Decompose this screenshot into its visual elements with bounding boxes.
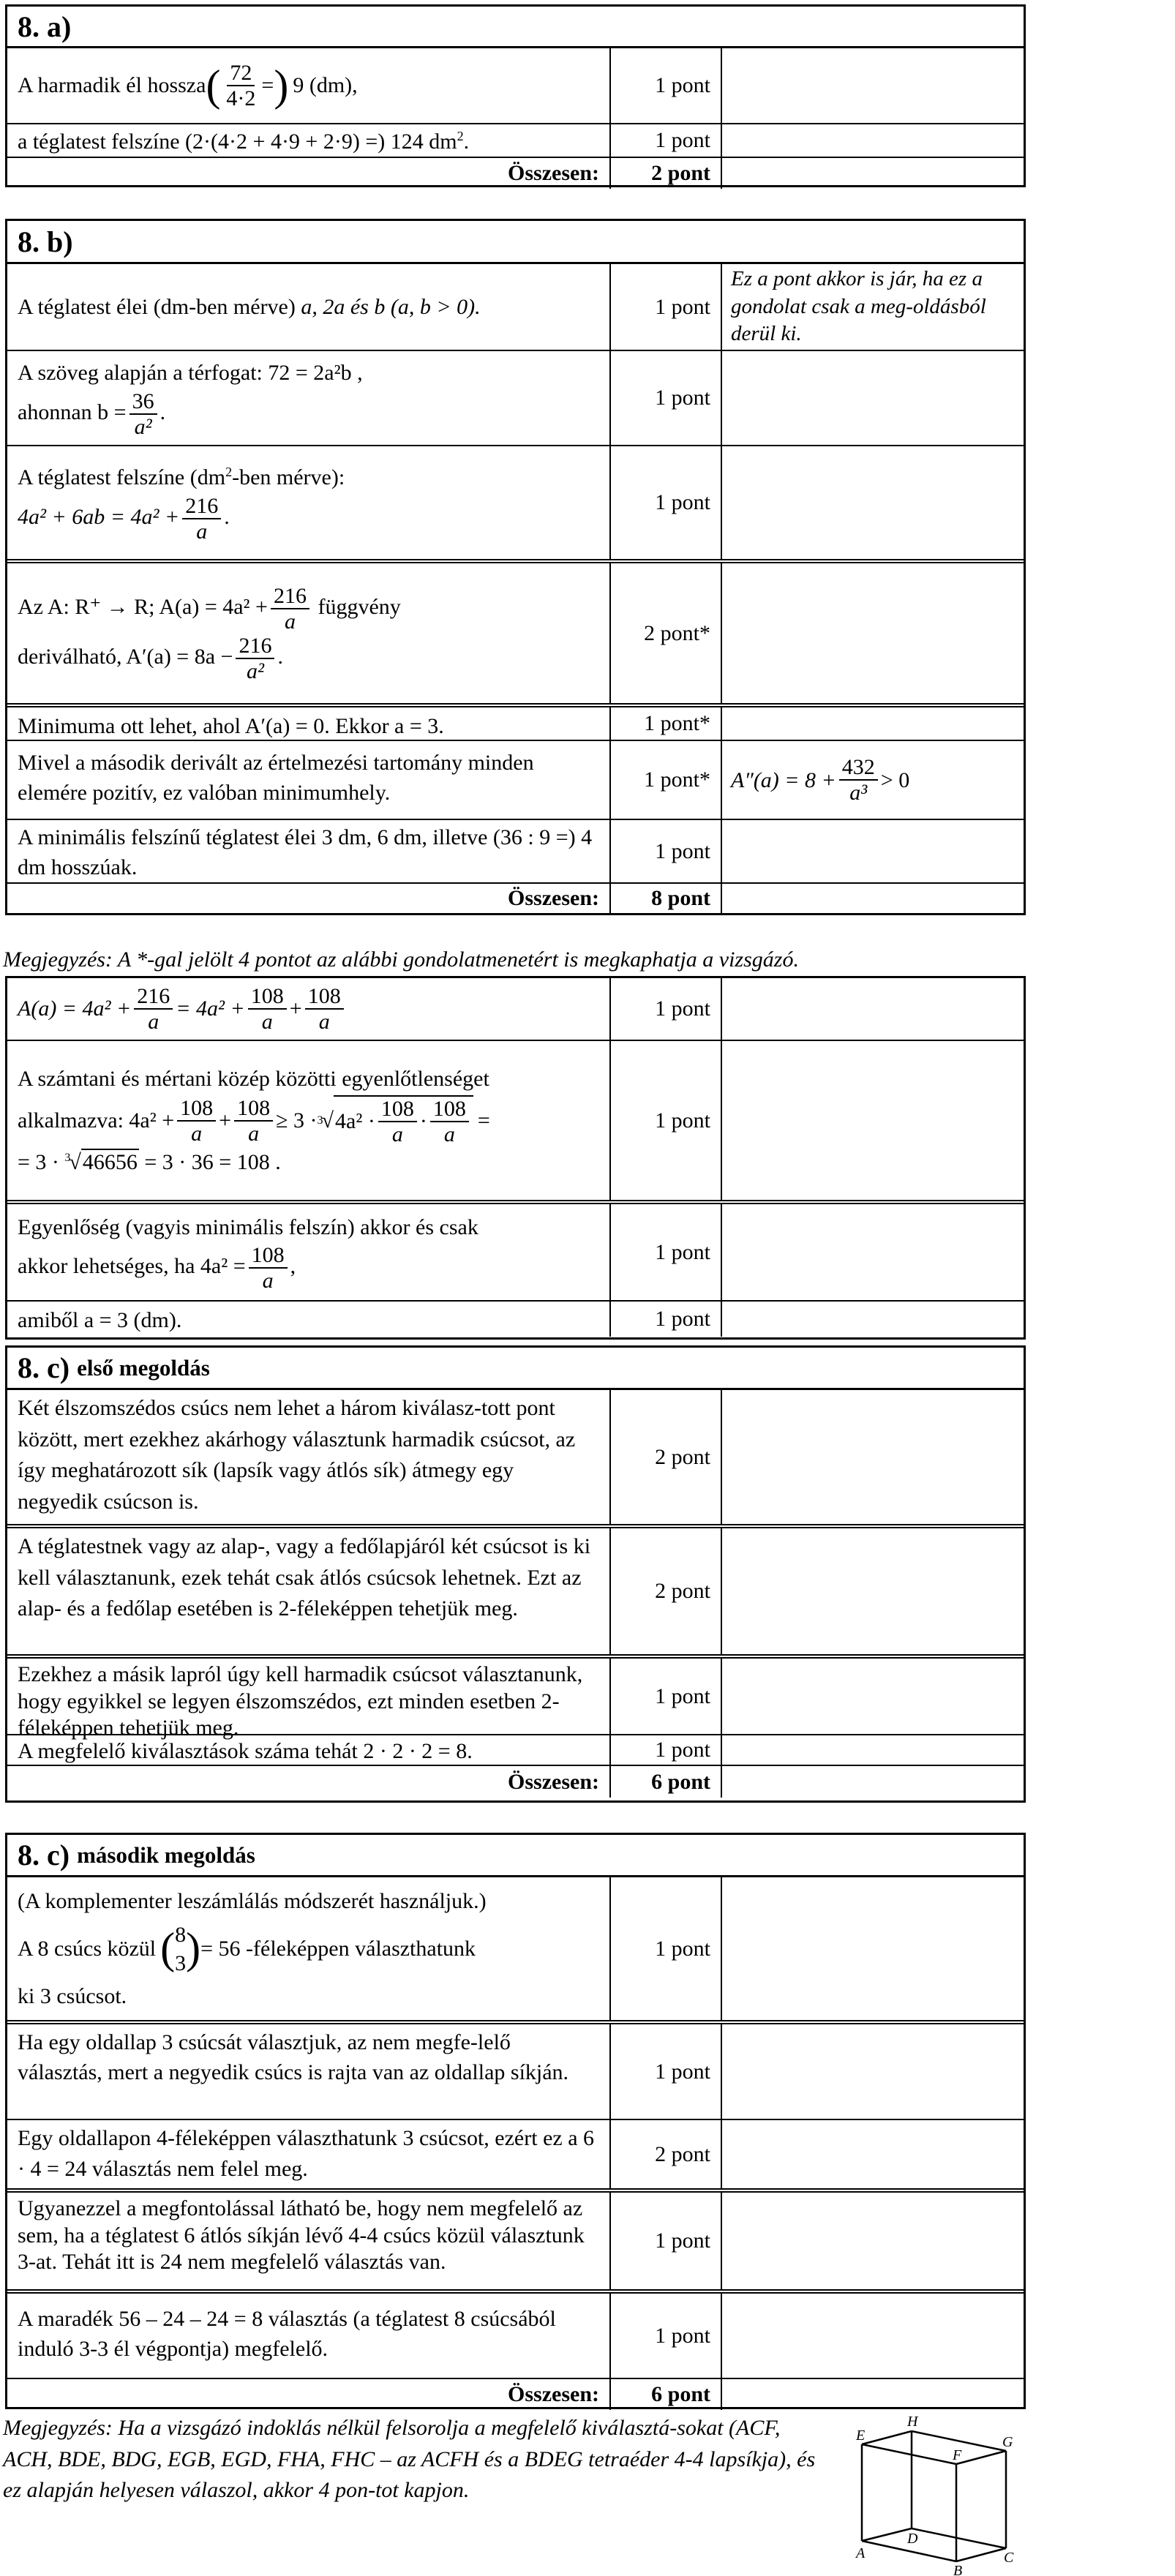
- note-cell: [721, 48, 1024, 123]
- points-cell: 2 pont: [609, 2120, 721, 2188]
- fraction: $\frac{108}{a}$: [177, 1096, 216, 1146]
- edge-GF: [956, 2451, 1006, 2464]
- table-row: [7, 740, 1024, 819]
- note-cell: [721, 820, 1024, 882]
- points-cell: 1 pont: [609, 48, 721, 123]
- total-label: Összesen:: [508, 1769, 599, 1794]
- section-title-8a: 8. a): [7, 7, 1024, 48]
- total-points: 6 pont: [609, 1766, 721, 1798]
- note-cell: [721, 158, 1024, 189]
- note-cell: [721, 1659, 1024, 1734]
- table-8a: [5, 4, 1026, 187]
- fraction: $\frac{72}{4\cdot 2}$: [226, 61, 256, 110]
- note-cell: [721, 1041, 1024, 1200]
- solution-cell: amiből a = 3 (dm).: [18, 1308, 182, 1332]
- edge-EH: [862, 2431, 912, 2444]
- table-alternative: [5, 976, 1026, 1340]
- note-cell: [721, 124, 1024, 157]
- fraction: $\frac{36}{\text{a²}}$: [129, 389, 157, 439]
- solution-cell: Ha egy oldallap 3 csúcsát választjuk, az nem megfe-lelő választás, mert a negyedik csúcs is rajta van az oldallap síkján.: [18, 2030, 569, 2085]
- fraction: $\frac{216}{a}$: [271, 584, 309, 634]
- table-row: [7, 978, 1024, 1040]
- vertex-label-C: C: [1004, 2550, 1014, 2566]
- solution-cell: Az A: R⁺ → R; A(a) = 4a² + $\frac{216}{a}$ függvény deriválható, A′(a) = 8a − $\frac{216}{\text{a²}}$ .: [18, 583, 401, 683]
- points-cell: 1 pont: [609, 264, 721, 350]
- total-row: [7, 2378, 1024, 2410]
- points-cell: 2 pont: [609, 1390, 721, 1524]
- solution-cell: a téglatest felszíne (2·(4·2 + 4·9 + 2·9) =) 124 $dm^2$.: [18, 129, 470, 154]
- points-cell: 1 pont: [609, 2294, 721, 2378]
- fraction: $\frac{216}{\text{a²}}$: [236, 634, 274, 683]
- table-row: [7, 350, 1024, 445]
- note-cell: [721, 563, 1024, 703]
- note-cell: [721, 351, 1024, 445]
- note-cell: [721, 2024, 1024, 2119]
- vertex-label-G: G: [1002, 2434, 1013, 2450]
- total-row: [7, 157, 1024, 189]
- total-points: 6 pont: [609, 2379, 721, 2410]
- note-cell: [721, 978, 1024, 1040]
- note-cell: [721, 884, 1024, 913]
- solution-cell: A megfelelő kiválasztások száma tehát 2 · 2 · 2 = 8.: [18, 1739, 473, 1763]
- table-row: [7, 2119, 1024, 2188]
- note-cell: [721, 1528, 1024, 1654]
- solution-cell: (A komplementer leszámlálás módszerét használjuk.) A 8 csúcs közül ( 8 3 ) = 56 -féleképpen választhatunk ki 3 csúcsot.: [18, 1888, 487, 2008]
- solution-cell: A téglatestnek vagy az alap-, vagy a fedőlapjáról két csúcsot is ki kell választanunk, ezek tehát csak átlós csúcsok lehetnek. Ezt az alap- és a fedőlap esetében is 2-féleképpen tehetjük meg.: [18, 1534, 591, 1621]
- vertex-label-F: F: [953, 2447, 962, 2463]
- solution-cell: A szöveg alapján a térfogat: 72 = 2a²b , ahonnan b = $\frac{36}{\text{a²}}$ .: [18, 361, 363, 439]
- points-cell: 1 pont: [609, 1877, 721, 2020]
- points-cell: 1 pont*: [609, 707, 721, 740]
- note-cell: [721, 1390, 1024, 1524]
- solution-cell: Minimuma ott lehet, ahol A′(a) = 0. Ekkor a = 3.: [18, 714, 444, 738]
- note-cell: A″(a) = 8 + $\frac{432}{\text{a³}}$ > 0: [721, 741, 1024, 819]
- points-cell: 1 pont: [609, 124, 721, 157]
- fraction: $\frac{108}{a}$: [248, 984, 287, 1034]
- fraction: $\frac{108}{a}$: [305, 984, 344, 1034]
- table-row: [7, 1300, 1024, 1337]
- table-row: [7, 1877, 1024, 2020]
- note-cell: [721, 1204, 1024, 1300]
- note-final: Megjegyzés: Ha a vizsgázó indoklás nélkül felsorolja a megfelelő kiválasztá-sokat (ACF, ACH, BDE, BDG, EGB, EGD, FHA, FHC – az ACFH és a BDEG tetraéder 4-4 lapsíkja), és ez alapján helyesen válaszol, akkor 4 pon-tot kapjon.: [3, 2416, 816, 2503]
- total-label: Összesen:: [508, 161, 599, 186]
- table-row: [7, 1390, 1024, 1524]
- note-star: Megjegyzés: A *-gal jelölt 4 pontot az alábbi gondolatmenetért is megkaphatja a vizsgázó.: [3, 947, 799, 972]
- total-points: 8 pont: [609, 884, 721, 913]
- vertex-label-E: E: [856, 2427, 866, 2444]
- total-label: Összesen:: [508, 886, 599, 911]
- table-row: [7, 2188, 1024, 2289]
- note-cell: [721, 2120, 1024, 2188]
- points-cell: 1 pont: [609, 446, 721, 559]
- solution-cell: A maradék 56 – 24 – 24 = 8 választás (a téglatest 8 csúcsából induló 3-3 él végpontja) megfelelő.: [18, 2307, 556, 2362]
- points-cell: 1 pont: [609, 1204, 721, 1300]
- edge-AD: [862, 2528, 912, 2541]
- total-row: [7, 882, 1024, 913]
- points-cell: 2 pont*: [609, 563, 721, 703]
- vertex-label-H: H: [907, 2414, 918, 2430]
- vertex-label-A: A: [856, 2545, 866, 2561]
- solution-cell: A téglatest élei (dm-ben mérve) a, 2a és b (a, b > 0).: [18, 294, 481, 319]
- points-cell: 1 pont: [609, 1659, 721, 1734]
- table-8b: [5, 219, 1026, 915]
- note-cell: Ez a pont akkor is jár, ha ez a gondolat csak a meg-oldásból derül ki.: [721, 264, 1024, 350]
- table-8c-first: [5, 1345, 1026, 1803]
- paren-close: ): [186, 1924, 201, 1972]
- cube-root: 4a² · $\frac{108}{a}$ · $\frac{108}{a}$: [334, 1095, 473, 1146]
- table-row: [7, 1524, 1024, 1654]
- table-row: [7, 819, 1024, 882]
- solution-cell: A minimális felszínű téglatest élei 3 dm, 6 dm, illetve (36 : 9 =) 4 dm hosszúak.: [18, 825, 593, 879]
- note-cell: [721, 2193, 1024, 2289]
- section-title-8c-first: 8. c) első megoldás: [7, 1348, 1024, 1390]
- binomial: 8 3: [175, 1922, 187, 1975]
- note-cell: [721, 1302, 1024, 1337]
- section-title-8b: 8. b): [7, 221, 1024, 264]
- fraction: $\frac{108}{a}$: [378, 1097, 417, 1146]
- points-cell: 1 pont*: [609, 741, 721, 819]
- points-cell: 1 pont: [609, 2193, 721, 2289]
- solution-cell: Ezekhez a másik lapról úgy kell harmadik csúcsot választanunk, hogy egyikkel se legyen élszomszédos, ezt minden esetben 2-féleképpen tehetjük meg.: [18, 1662, 583, 1741]
- solution-cell: A(a) = 4a² + $\frac{216}{a}$ = 4a² + $\frac{108}{a}$ + $\frac{108}{a}$: [7, 978, 609, 1040]
- section-title-8c-second: 8. c) második megoldás: [7, 1835, 1024, 1877]
- total-points: 2 pont: [609, 158, 721, 189]
- vertex-label-B: B: [953, 2563, 963, 2576]
- table-row: [7, 123, 1024, 157]
- fraction: $\frac{432}{\text{a³}}$: [839, 755, 878, 805]
- paren-open: (: [206, 61, 221, 110]
- edge-DC: [912, 2528, 1006, 2548]
- table-row: [7, 1200, 1024, 1300]
- points-cell: 2 pont: [609, 1528, 721, 1654]
- solution-cell: Ugyanezzel a megfontolással látható be, hogy nem megfelelő az sem, ha a téglatest 6 átlós síkján lévő 4-4 csúcs közül választunk 3-at. Tehát itt is 24 nem megfelelő választás van.: [18, 2196, 585, 2275]
- note-cell: [721, 2379, 1024, 2410]
- points-cell: 1 pont: [609, 1735, 721, 1765]
- solution-cell: Egyenlőség (vagyis minimális felszín) akkor és csak akkor lehetséges, ha 4a² = $\frac{108}{a}$ ,: [18, 1214, 478, 1293]
- table-row: [7, 2289, 1024, 2378]
- table-row: [7, 1734, 1024, 1765]
- note-cell: [721, 707, 1024, 740]
- solution-cell: A harmadik él hossza ( $\frac{72}{4\cdot 2}$ = ) 9 (dm),: [7, 48, 609, 123]
- table-row: [7, 48, 1024, 123]
- table-row: [7, 264, 1024, 350]
- fraction: $\frac{108}{a}$: [430, 1097, 469, 1146]
- table-row: [7, 445, 1024, 559]
- table-row: [7, 1654, 1024, 1741]
- solution-cell: A számtani és mértani közép közötti egyenlőtlenséget alkalmazva: 4a² + $\frac{108}{a}$ + $\frac{108}{a}$ ≥ 3 · 3 √ 4a² · $\frac{108}{a}$ · $\frac{108}{a}$ = = 3 · $^3$√46656 = 3 · 36 = 108 .: [18, 1067, 490, 1174]
- table-row: [7, 559, 1024, 703]
- table-row: [7, 703, 1024, 740]
- table-row: [7, 1040, 1024, 1200]
- fraction: $\frac{108}{a}$: [234, 1096, 273, 1146]
- solution-cell: Mivel a második derivált az értelmezési tartomány minden elemére pozitív, ez valóban minimumhely.: [18, 751, 534, 805]
- points-cell: 1 pont: [609, 351, 721, 445]
- total-row: [7, 1765, 1024, 1798]
- edge-BC: [956, 2548, 1006, 2561]
- note-cell: [721, 1735, 1024, 1765]
- solution-cell: Egy oldallapon 4-féleképpen választhatunk 3 csúcsot, ezért ez a 6 · 4 = 24 választás nem felel meg.: [18, 2126, 595, 2181]
- paren-close: ): [274, 61, 289, 110]
- points-cell: 1 pont: [609, 2024, 721, 2119]
- fraction: $\frac{108}{a}$: [249, 1243, 288, 1293]
- note-cell: [721, 446, 1024, 559]
- edge-FE: [862, 2444, 956, 2464]
- table-row: [7, 2020, 1024, 2119]
- points-cell: 1 pont: [609, 1041, 721, 1200]
- solution-cell: Két élszomszédos csúcs nem lehet a három kiválasz-tott pont között, mert ezekhez akárhogy választunk harmadik csúcsot, az így meghatározott sík (lapsík vagy átlós sík) átmegy egy negyedik csúcson is.: [18, 1396, 576, 1514]
- total-label: Összesen:: [508, 2382, 599, 2407]
- points-cell: 1 pont: [609, 1302, 721, 1337]
- fraction: $\frac{216}{a}$: [134, 984, 173, 1034]
- points-cell: 1 pont: [609, 978, 721, 1040]
- note-cell: [721, 1877, 1024, 2020]
- note-cell: [721, 1766, 1024, 1798]
- note-cell: [721, 2294, 1024, 2378]
- paren-open: (: [160, 1924, 176, 1972]
- vertex-label-D: D: [907, 2531, 918, 2547]
- solution-cell: A téglatest felszíne ($dm^2$-ben mérve): 4a² + 6ab = 4a² + $\frac{216}{a}$ .: [18, 465, 345, 544]
- fraction: $\frac{216}{a}$: [182, 494, 221, 544]
- points-cell: 1 pont: [609, 820, 721, 882]
- cuboid-figure: [834, 2414, 1054, 2576]
- table-8c-second: [5, 1833, 1026, 2409]
